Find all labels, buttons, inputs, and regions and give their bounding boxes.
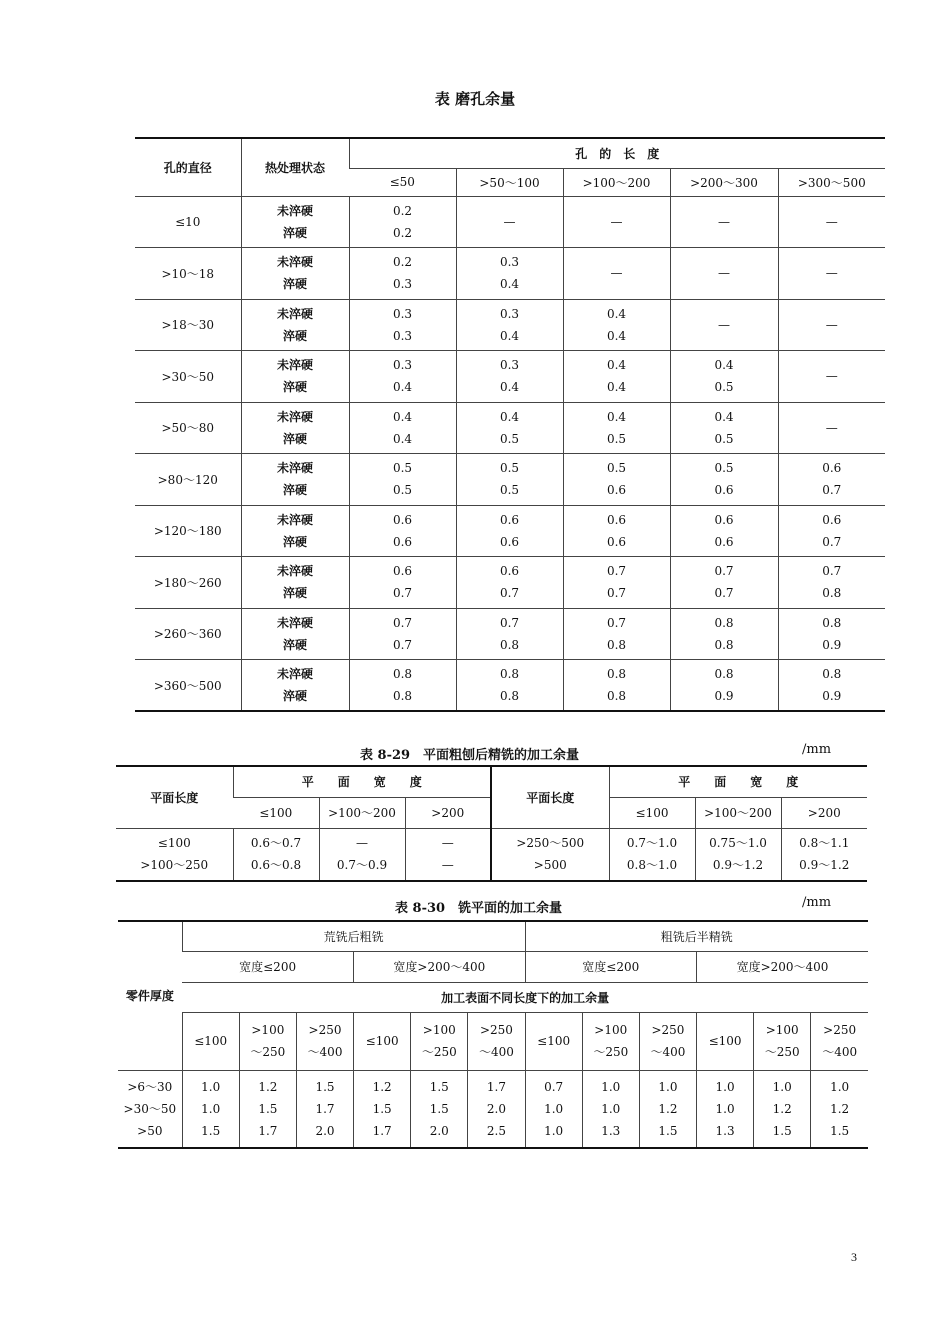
row-value-cell: 0.2 0.3 (349, 248, 456, 300)
row-diameter: >10～18 (135, 248, 241, 300)
t3-header-thickness: 零件厚度 (125, 989, 174, 1004)
t3-length-head: >250 ～400 (296, 1012, 353, 1070)
row-value-cell: 0.8 0.9 (670, 660, 778, 712)
row-value-cell: 0.2 0.2 (349, 196, 456, 248)
t2-right-width-1: ≤100 (609, 797, 695, 828)
row-value-cell: — (778, 299, 885, 351)
row-value-cell: 0.4 0.5 (670, 351, 778, 403)
row-value-cell: 0.6 0.7 (778, 454, 885, 506)
t2-right-col-3: 0.8～1.1 0.9～1.2 (781, 828, 867, 881)
row-value-cell: 0.3 0.4 (349, 351, 456, 403)
row-value-cell: 0.4 0.5 (563, 402, 670, 454)
row-value-cell: — (670, 299, 778, 351)
t2-left-col-3: — — (405, 828, 491, 881)
row-value-cell: 0.6 0.7 (778, 505, 885, 557)
row-heat-states: 未淬硬 淬硬 (241, 608, 349, 660)
row-diameter: >30～50 (135, 351, 241, 403)
row-heat-states: 未淬硬 淬硬 (241, 299, 349, 351)
row-value-cell: — (778, 351, 885, 403)
row-value-cell: 0.5 0.6 (670, 454, 778, 506)
row-value-cell: 0.7 0.8 (456, 608, 563, 660)
table3-unit: /mm (802, 895, 832, 910)
t2-left-lengths: ≤100 >100～250 (116, 828, 233, 881)
t3-value-col: 1.0 1.2 1.5 (754, 1070, 811, 1148)
t2-right-width-2: >100～200 (695, 797, 781, 828)
row-diameter: >360～500 (135, 660, 241, 712)
t3-g2-width-1: 宽度≤200 (525, 951, 696, 982)
row-value-cell: 0.7 0.8 (563, 608, 670, 660)
row-value-cell: — (563, 196, 670, 248)
row-diameter: >180～260 (135, 557, 241, 609)
row-value-cell: 0.7 0.7 (349, 608, 456, 660)
row-value-cell: 0.4 0.4 (349, 402, 456, 454)
t3-value-col: 1.0 1.0 1.3 (582, 1070, 639, 1148)
planing-milling-allowance-table (116, 765, 867, 882)
row-heat-states: 未淬硬 淬硬 (241, 196, 349, 248)
table-row (135, 248, 885, 300)
t3-length-head: >250 ～400 (468, 1012, 525, 1070)
t3-length-head: ≤100 (697, 1012, 754, 1070)
t3-value-col: 1.0 1.0 1.5 (182, 1070, 239, 1148)
row-diameter: >80～120 (135, 454, 241, 506)
row-value-cell: — (670, 196, 778, 248)
t3-length-head: >100 ～250 (754, 1012, 811, 1070)
row-diameter: >18～30 (135, 299, 241, 351)
t3-value-col: 0.7 1.0 1.0 (525, 1070, 582, 1148)
row-heat-states: 未淬硬 淬硬 (241, 351, 349, 403)
header-length-4: >200～300 (670, 168, 778, 196)
row-value-cell: 0.8 0.8 (670, 608, 778, 660)
row-diameter: >260～360 (135, 608, 241, 660)
t3-g2-width-2: 宽度>200～400 (697, 951, 869, 982)
t3-length-head: ≤100 (354, 1012, 411, 1070)
table-row (135, 454, 885, 506)
row-value-cell: — (778, 402, 885, 454)
t3-length-head: >100 ～250 (582, 1012, 639, 1070)
row-heat-states: 未淬硬 淬硬 (241, 454, 349, 506)
t2-left-col-1: 0.6～0.7 0.6～0.8 (233, 828, 319, 881)
t3-value-col: 1.7 2.0 2.5 (468, 1070, 525, 1148)
t3-thickness-col: >6～30 >30～50 >50 (118, 1070, 182, 1148)
row-value-cell: 0.4 0.4 (563, 299, 670, 351)
row-value-cell: 0.5 0.5 (456, 454, 563, 506)
row-heat-states: 未淬硬 淬硬 (241, 660, 349, 712)
table-row (135, 505, 885, 557)
table3-title: 表 8-30 铣平面的加工余量 (395, 901, 563, 916)
table-row (135, 557, 885, 609)
table-row (135, 351, 885, 403)
t3-value-col: 1.5 1.5 2.0 (411, 1070, 468, 1148)
t3-value-col: 1.5 1.7 2.0 (296, 1070, 353, 1148)
t3-length-head: >250 ～400 (639, 1012, 696, 1070)
t3-value-col: 1.2 1.5 1.7 (239, 1070, 296, 1148)
t3-length-head: >250 ～400 (811, 1012, 868, 1070)
row-value-cell: 0.4 0.5 (456, 402, 563, 454)
table-row (135, 660, 885, 712)
table2-unit: /mm (802, 742, 832, 757)
row-value-cell: — (778, 248, 885, 300)
t2-right-header-width: 平 面 宽 度 (609, 766, 867, 797)
row-value-cell: 0.5 0.6 (563, 454, 670, 506)
row-value-cell: 0.6 0.6 (349, 505, 456, 557)
t3-length-head: ≤100 (525, 1012, 582, 1070)
table-row (135, 402, 885, 454)
row-heat-states: 未淬硬 淬硬 (241, 557, 349, 609)
t3-length-head: >100 ～250 (411, 1012, 468, 1070)
t3-g1-width-1: 宽度≤200 (182, 951, 353, 982)
row-value-cell: 0.8 0.8 (456, 660, 563, 712)
header-length-2: >50～100 (456, 168, 563, 196)
t2-left-width-1: ≤100 (233, 797, 319, 828)
header-diameter: 孔的直径 (163, 160, 212, 175)
t3-value-col: 1.0 1.2 1.5 (639, 1070, 696, 1148)
row-heat-states: 未淬硬 淬硬 (241, 505, 349, 557)
row-heat-states: 未淬硬 淬硬 (241, 402, 349, 454)
grinding-allowance-table (135, 137, 885, 712)
row-value-cell: — (563, 248, 670, 300)
row-value-cell: 0.6 0.6 (456, 505, 563, 557)
header-length-1: ≤50 (349, 168, 456, 196)
header-heat-treatment: 热处理状态 (241, 138, 349, 196)
row-heat-states: 未淬硬 淬硬 (241, 248, 349, 300)
row-diameter: ≤10 (135, 196, 241, 248)
header-length-3: >100～200 (563, 168, 670, 196)
row-value-cell: 0.6 0.6 (563, 505, 670, 557)
row-value-cell: 0.8 0.9 (778, 660, 885, 712)
row-value-cell: 0.6 0.6 (670, 505, 778, 557)
face-milling-allowance-table (118, 920, 868, 1149)
t2-right-header-length: 平面长度 (491, 766, 609, 828)
table-row (135, 196, 885, 248)
t2-right-col-2: 0.75～1.0 0.9～1.2 (695, 828, 781, 881)
row-value-cell: 0.7 0.7 (563, 557, 670, 609)
t2-left-col-2: — 0.7～0.9 (319, 828, 405, 881)
t3-value-col: 1.0 1.2 1.5 (811, 1070, 868, 1148)
row-value-cell: — (456, 196, 563, 248)
t3-group-rough: 荒铣后粗铣 (182, 921, 525, 951)
t2-left-width-3: >200 (405, 797, 491, 828)
t2-left-header-length: 平面长度 (150, 790, 199, 805)
page-number: 3 (851, 1250, 857, 1264)
row-diameter: >50～80 (135, 402, 241, 454)
row-value-cell: — (778, 196, 885, 248)
row-value-cell: 0.7 0.8 (778, 557, 885, 609)
t3-sublabel: 加工表面不同长度下的加工余量 (182, 982, 868, 1012)
t2-right-col-1: 0.7～1.0 0.8～1.0 (609, 828, 695, 881)
t3-group-semifinish: 粗铣后半精铣 (525, 921, 868, 951)
row-value-cell: 0.8 0.8 (563, 660, 670, 712)
row-value-cell: 0.3 0.4 (456, 248, 563, 300)
t3-length-head: ≤100 (182, 1012, 239, 1070)
row-value-cell: 0.3 0.4 (456, 299, 563, 351)
row-value-cell: 0.8 0.8 (349, 660, 456, 712)
row-value-cell: 0.4 0.5 (670, 402, 778, 454)
table-row (135, 608, 885, 660)
header-length-5: >300～500 (778, 168, 885, 196)
row-value-cell: 0.5 0.5 (349, 454, 456, 506)
row-value-cell: 0.7 0.7 (670, 557, 778, 609)
t2-right-lengths: >250～500 >500 (491, 828, 609, 881)
t3-value-col: 1.0 1.0 1.3 (697, 1070, 754, 1148)
row-value-cell: 0.4 0.4 (563, 351, 670, 403)
table-row (135, 299, 885, 351)
row-value-cell: 0.8 0.9 (778, 608, 885, 660)
row-value-cell: 0.6 0.7 (349, 557, 456, 609)
row-value-cell: 0.6 0.7 (456, 557, 563, 609)
t2-left-width-2: >100～200 (319, 797, 405, 828)
t3-value-col: 1.2 1.5 1.7 (354, 1070, 411, 1148)
row-value-cell: 0.3 0.4 (456, 351, 563, 403)
t3-g1-width-2: 宽度>200～400 (354, 951, 526, 982)
header-hole-length: 孔 的 长 度 (349, 138, 885, 168)
table2-title: 表 8-29 平面粗刨后精铣的加工余量 (360, 748, 580, 763)
row-diameter: >120～180 (135, 505, 241, 557)
t2-left-header-width: 平 面 宽 度 (233, 766, 491, 797)
row-value-cell: — (670, 248, 778, 300)
row-value-cell: 0.3 0.3 (349, 299, 456, 351)
table1-title: 表 磨孔余量 (434, 90, 516, 108)
t2-right-width-3: >200 (781, 797, 867, 828)
t3-length-head: >100 ～250 (239, 1012, 296, 1070)
